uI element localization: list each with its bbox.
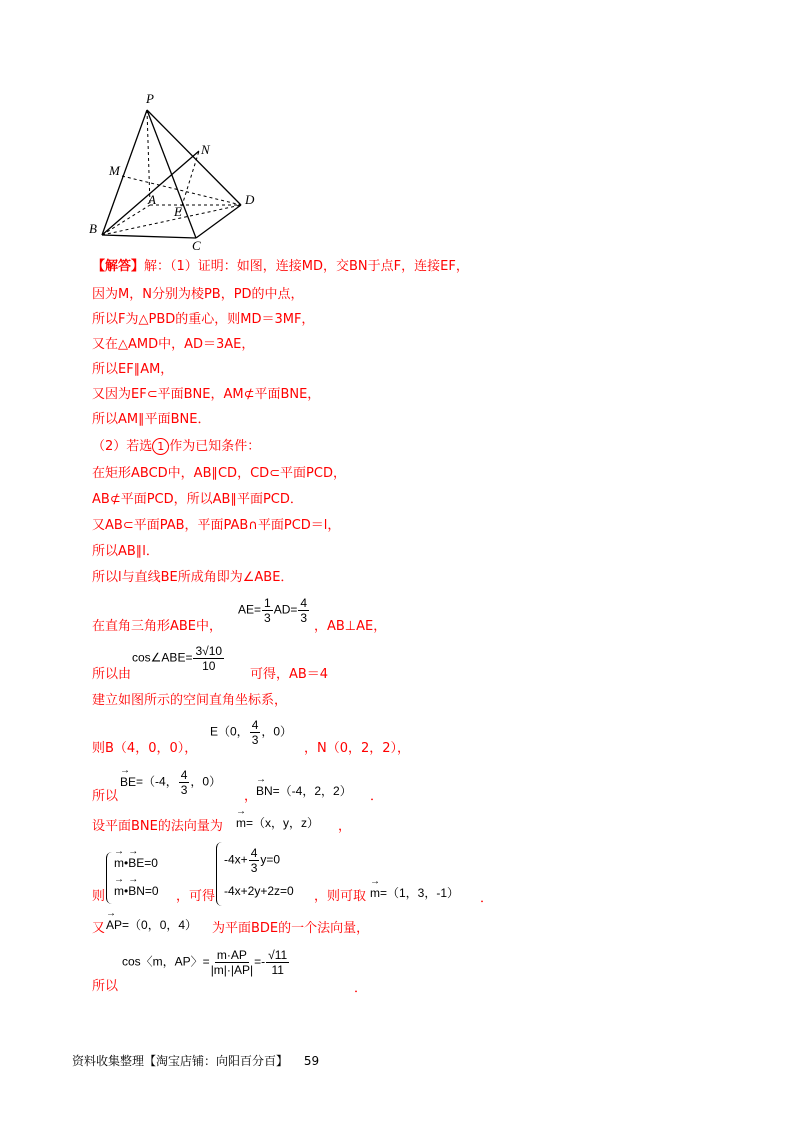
- solution-line-15-tail: 可得，AB＝4: [250, 667, 329, 682]
- solution-line-20-end: ．: [480, 891, 494, 906]
- solution-line-18: 所以: [92, 789, 119, 804]
- solution-line-15: 所以由: [92, 667, 132, 682]
- solution-line-20: 则: [92, 889, 106, 904]
- solution-line-3: 所以F为△PBD的重心，则MD＝3MF，: [92, 312, 315, 327]
- solution-line-2: 因为M，N分别为棱PB，PD的中点，: [92, 287, 304, 302]
- system-2-eq-2: -4x+2y+2z=0: [224, 884, 294, 898]
- system-brace-1: [106, 852, 113, 904]
- answer-tag: 【解答】: [92, 259, 145, 274]
- solution-line-1: 【解答】解：（1）证明：如图，连接MD，交BN于点F，连接EF，: [92, 259, 469, 274]
- solution-line-10: AB⊄平面PCD，所以AB∥平面PCD．: [92, 492, 303, 507]
- solution-line-11: 又AB⊂平面PAB，平面PAB∩平面PCD＝l，: [92, 518, 341, 533]
- solution-line-21-tail: 为平面BDE的一个法向量，: [212, 921, 370, 936]
- label-C: C: [192, 238, 201, 253]
- page-number: 59: [303, 1054, 320, 1068]
- solution-line-12: 所以AB∥l．: [92, 544, 159, 559]
- label-P: P: [146, 91, 154, 106]
- solution-line-13: 所以l与直线BE所成角即为∠ABE．: [92, 570, 294, 585]
- solution-line-7: 所以AM∥平面BNE．: [92, 412, 211, 427]
- solution-line-17: 则B（4，0，0），: [92, 741, 198, 756]
- label-N: N: [201, 142, 210, 157]
- solution-line-4: 又在△AMD中，AD＝3AE，: [92, 337, 255, 352]
- solution-line-18-tail: ．: [370, 789, 384, 804]
- system-2-eq-1: -4x+ $\frac{4}{3}$ y=0: [224, 846, 281, 875]
- footer-source: 资料收集整理【淘宝店铺：向阳百分百】: [72, 1054, 289, 1068]
- solution-line-22-tail: ．: [354, 981, 368, 996]
- vector-ap-formula: → AP=（0，0，4）: [106, 916, 197, 933]
- pyramid-figure: [84, 88, 274, 258]
- normal-m-result: → m=（1，3，-1）: [370, 884, 459, 901]
- system-1-eq-1: → m•→ BE=0: [114, 856, 158, 870]
- label-M: M: [109, 163, 120, 178]
- label-E: E: [174, 204, 182, 219]
- normal-m-formula: → m=（x，y，z）: [236, 814, 319, 831]
- solution-line-19-tail: ，: [338, 819, 352, 834]
- solution-line-14-tail: ，AB⊥AE，: [314, 619, 387, 634]
- solution-line-20-tail: ，则可取: [314, 889, 367, 904]
- solution-line-8: （2）若选 1 作为已知条件：: [92, 439, 261, 454]
- circled-one: 1: [152, 438, 169, 455]
- vector-bn-formula: → BN=（-4，2，2）: [256, 782, 352, 799]
- solution-line-22: 所以: [92, 979, 119, 994]
- point-e-formula: E（0， $\frac{4}{3}$ ，0）: [210, 718, 293, 747]
- vector-be-formula: → BE=（-4， $\frac{4}{3}$ ，0）: [120, 768, 221, 797]
- page-footer: [72, 1052, 319, 1069]
- solution-line-6: 又因为EF⊂平面BNE，AM⊄平面BNE，: [92, 387, 321, 402]
- solution-line-14: 在直角三角形ABE中，: [92, 619, 223, 634]
- system-brace-2: [216, 842, 223, 906]
- solution-line-19: 设平面BNE的法向量为: [92, 819, 223, 834]
- ae-formula: AE= $\frac{1}{3}$ AD= $\frac{4}{3}$: [238, 596, 308, 625]
- cos-angle-formula: cos〈m，AP〉= $\frac{m\cdot AP}{|m|\cdot|AP|}$ =- $\frac{√11}{11}$: [122, 948, 288, 977]
- solution-line-5: 所以EF∥AM，: [92, 362, 174, 377]
- solution-line-20-mid: ，可得: [176, 889, 216, 904]
- label-A: A: [148, 192, 156, 207]
- solution-line-16: 建立如图所示的空间直角坐标系，: [92, 693, 288, 708]
- solution-line-17-tail: ，N（0，2，2），: [304, 741, 411, 756]
- solution-line-9: 在矩形ABCD中，AB∥CD，CD⊂平面PCD，: [92, 466, 346, 481]
- solution-line-21: 又: [92, 921, 106, 936]
- solution-line-18-mid: ，: [244, 789, 258, 804]
- system-1-eq-2: → m•→ BN=0: [114, 884, 159, 898]
- label-D: D: [245, 192, 255, 207]
- label-B: B: [89, 221, 97, 236]
- cos-abe-formula: cos∠ABE= $\frac{3√10}{10}$: [132, 644, 223, 673]
